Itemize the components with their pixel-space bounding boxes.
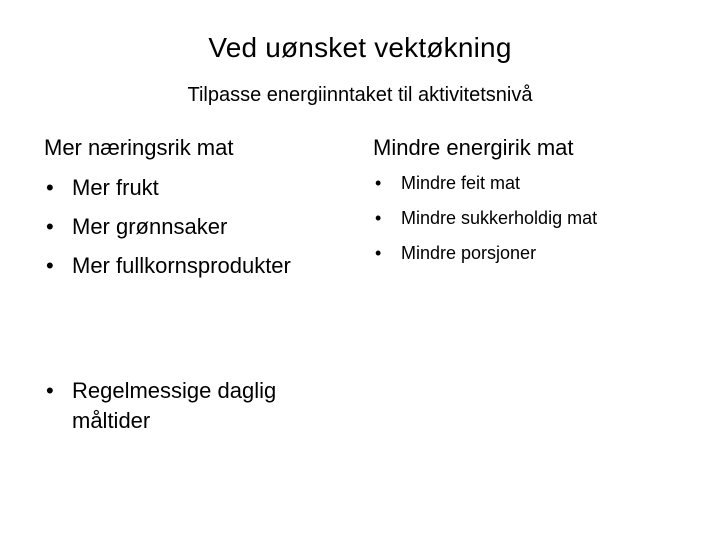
right-column-heading: Mindre energirik mat <box>373 135 574 160</box>
slide-title: Ved uønsket vektøkning <box>208 32 512 63</box>
slide-subtitle: Tilpasse energiinntaket til aktivitetsnivå <box>187 84 533 106</box>
bullet-icon: • <box>46 378 54 403</box>
list-item-text: Mindre feit mat <box>401 173 521 193</box>
list-item-text: Mindre porsjoner <box>401 243 537 263</box>
list-item <box>373 201 597 236</box>
list-item-text: Mer frukt <box>72 175 159 200</box>
bullet-icon: • <box>46 253 54 278</box>
left-column-heading: Mer næringsrik mat <box>44 135 234 160</box>
list-item <box>44 168 291 207</box>
list-item-text: Mindre sukkerholdig mat <box>401 208 598 228</box>
bottom-list <box>44 376 344 436</box>
list-item <box>373 236 597 271</box>
bullet-icon: • <box>46 175 54 200</box>
list-item <box>44 207 291 246</box>
bullet-icon: • <box>375 243 382 263</box>
list-item-text: Mer fullkornsprodukter <box>72 253 291 278</box>
right-column-list <box>373 166 597 271</box>
list-item-text: Mer grønnsaker <box>72 214 228 239</box>
bullet-icon: • <box>375 173 382 193</box>
list-item <box>373 166 597 201</box>
list-item <box>44 376 344 436</box>
bullet-icon: • <box>375 208 382 228</box>
left-column-list <box>44 168 291 285</box>
list-item <box>44 246 291 285</box>
bullet-icon: • <box>46 214 54 239</box>
list-item-text: Regelmessige daglig måltider <box>72 378 277 433</box>
